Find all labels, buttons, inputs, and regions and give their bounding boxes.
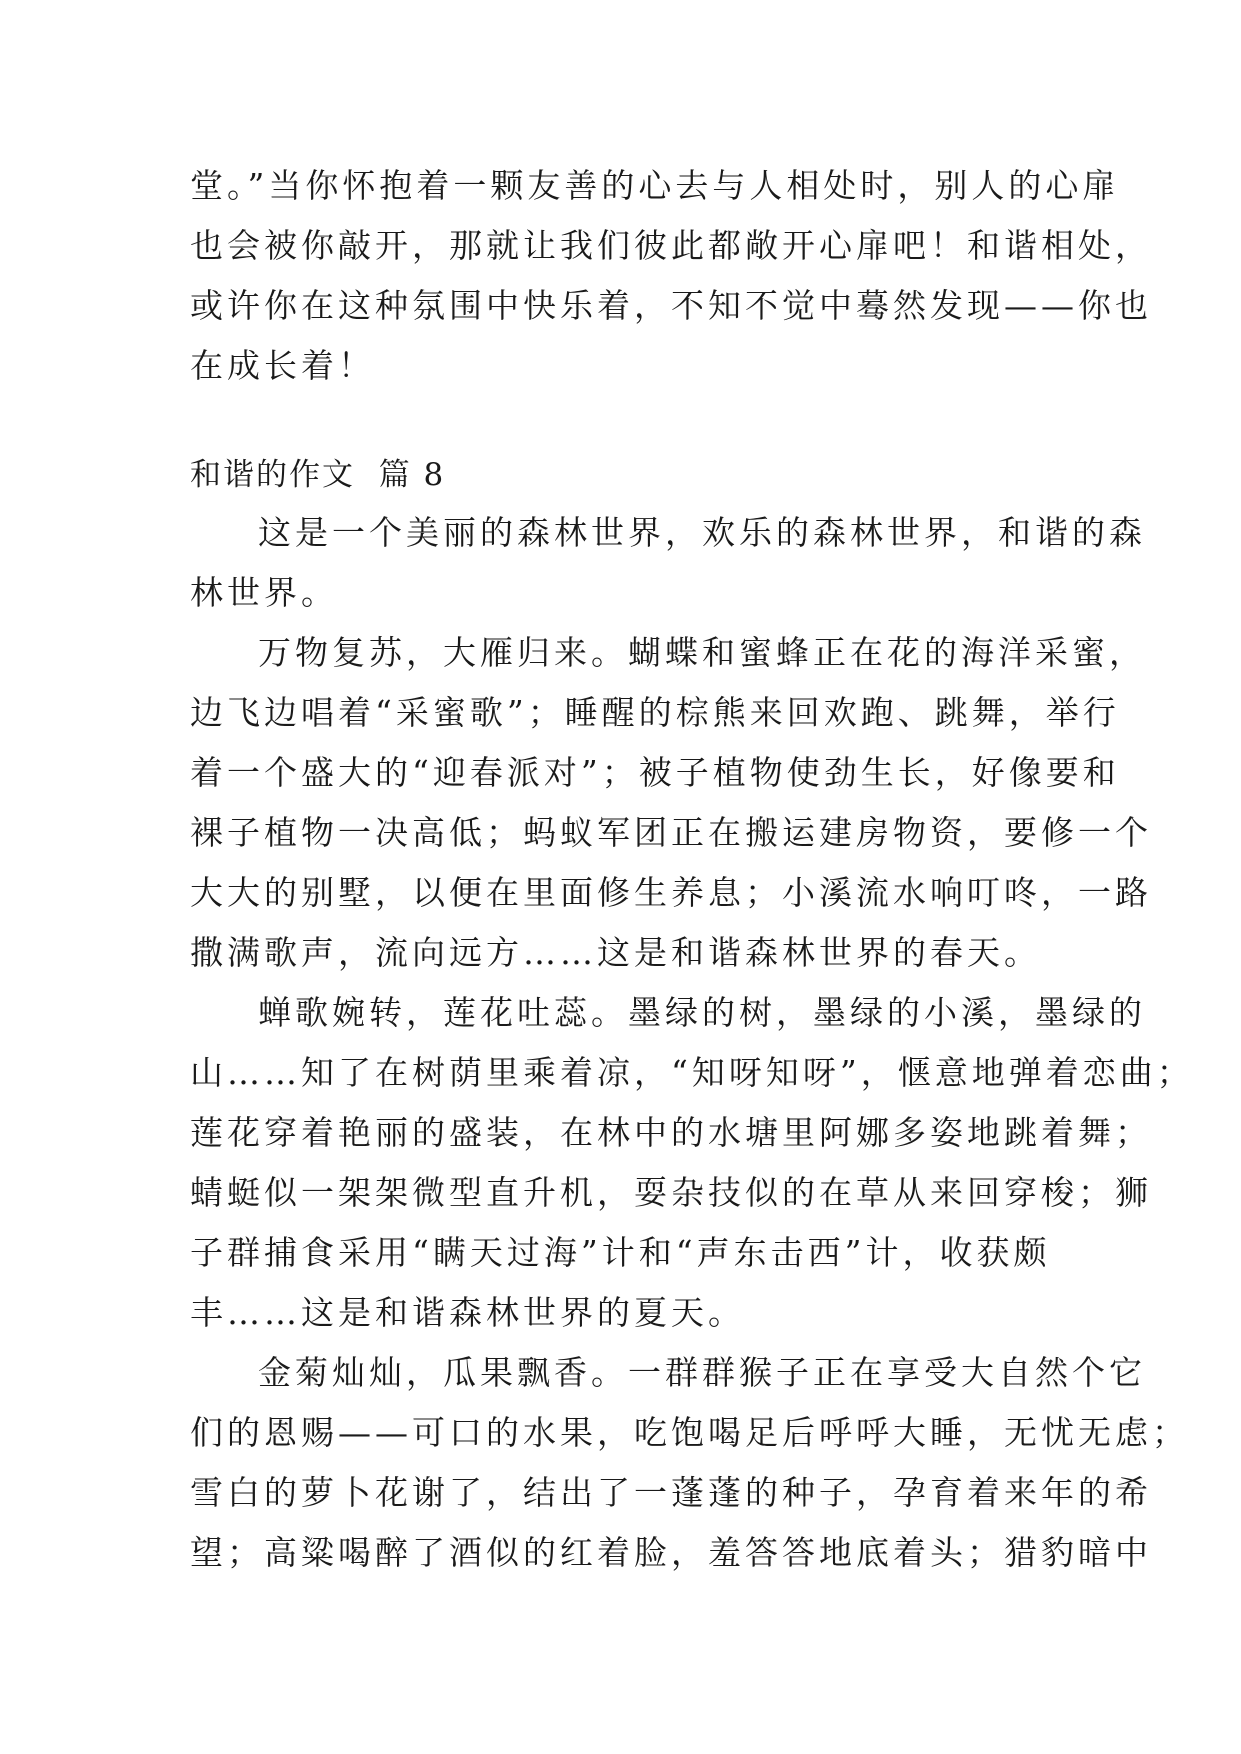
text-line: 这是一个美丽的森林世界，欢乐的森林世界，和谐的森 (258, 513, 1146, 552)
essay-paragraph (190, 623, 1152, 983)
text-line: 边飞边唱着“采蜜歌”；睡醒的棕熊来回欢跑、跳舞，举行 (190, 693, 1120, 732)
text-line: 着一个盛大的“迎春派对”；被子植物使劲生长，好像要和 (190, 753, 1120, 792)
text-line: 们的恩赐——可口的水果，吃饱喝足后呼呼大睡，无忧无虑； (190, 1413, 1189, 1452)
text-line: 裸子植物一决高低；蚂蚁军团正在搬运建房物资，要修一个 (190, 813, 1152, 852)
text-line: 堂。”当你怀抱着一颗友善的心去与人相处时，别人的心扉 (190, 166, 1120, 205)
text-line: 望；高粱喝醉了酒似的红着脸，羞答答地底着头；猎豹暗中 (190, 1533, 1152, 1572)
text-line: 莲花穿着艳丽的盛装，在林中的水塘里阿娜多姿地跳着舞； (190, 1113, 1152, 1152)
intro-paragraph (190, 156, 1152, 396)
text-line: 林世界。 (190, 573, 338, 612)
text-line: 蝉歌婉转，莲花吐蕊。墨绿的树，墨绿的小溪，墨绿的 (258, 993, 1146, 1032)
text-line: 大大的别墅，以便在里面修生养息；小溪流水响叮咚，一路 (190, 873, 1152, 912)
text-line: 在成长着！ (190, 346, 375, 385)
section-heading: 和谐的作文 篇 8 (190, 457, 446, 493)
text-line: 或许你在这种氛围中快乐着，不知不觉中蓦然发现——你也 (190, 286, 1152, 325)
essay-body (190, 503, 1194, 1583)
text-line: 金菊灿灿，瓜果飘香。一群群猴子正在享受大自然个它 (258, 1353, 1146, 1392)
text-line: 雪白的萝卜花谢了，结出了一蓬蓬的种子，孕育着来年的希 (190, 1473, 1152, 1512)
essay-paragraph (190, 503, 1146, 623)
text-line: 蜻蜓似一架架微型直升机，耍杂技似的在草从来回穿梭；狮 (190, 1173, 1152, 1212)
text-line: 山……知了在树荫里乘着凉，“知呀知呀”，惬意地弹着恋曲； (190, 1053, 1194, 1092)
essay-paragraph (190, 983, 1194, 1343)
text-line: 撒满歌声，流向远方……这是和谐森林世界的春天。 (190, 933, 1041, 972)
text-line: 子群捕食采用“瞒天过海”计和“声东击西”计，收获颇 (190, 1233, 1051, 1272)
essay-paragraph (190, 1343, 1189, 1583)
text-line: 万物复苏，大雁归来。蝴蝶和蜜蜂正在花的海洋采蜜， (258, 633, 1146, 672)
text-line: 丰……这是和谐森林世界的夏天。 (190, 1293, 745, 1332)
text-line: 也会被你敲开，那就让我们彼此都敞开心扉吧！和谐相处， (190, 226, 1152, 265)
